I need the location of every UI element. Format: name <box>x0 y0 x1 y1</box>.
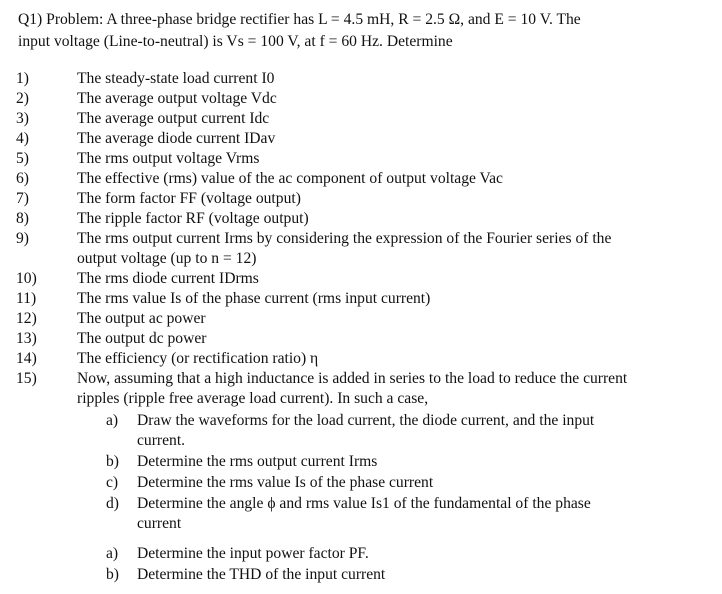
subquestion-text-continued: current. <box>137 432 186 449</box>
item-text: The average output voltage Vdc <box>77 90 277 107</box>
question-list <box>16 69 716 586</box>
subquestion-text: Determine the rms output current Irms <box>137 453 378 470</box>
item-number: 11) <box>16 290 37 307</box>
subquestion-text: Determine the rms value Is of the phase current <box>137 474 434 491</box>
question-item-10 <box>16 269 716 289</box>
subquestion-label: a) <box>106 545 119 562</box>
question-item-2 <box>16 89 716 109</box>
subquestion-text-continued: current <box>137 515 182 532</box>
item-number: 6) <box>16 170 29 187</box>
item-text: The steady-state load current I0 <box>77 70 275 87</box>
subquestion-text: Determine the angle ϕ and rms value Is1 of the fundamental of the phase <box>137 495 591 512</box>
problem-statement <box>18 9 718 53</box>
item-text: The output dc power <box>77 330 207 347</box>
subquestion-b <box>106 452 716 472</box>
item-text: The rms output current Irms by considering the expression of the Fourier series of the <box>77 230 612 247</box>
subquestion-d <box>106 494 716 534</box>
question-item-6 <box>16 169 716 189</box>
subquestion-c <box>106 473 716 493</box>
subquestion-a <box>106 411 716 451</box>
subquestion-text: Determine the input power factor PF. <box>137 545 369 562</box>
subquestion-text: Draw the waveforms for the load current, the diode current, and the input <box>137 412 595 429</box>
question-item-13 <box>16 329 716 349</box>
item-number: 13) <box>16 330 37 347</box>
question-item-12 <box>16 309 716 329</box>
item-text: The average diode current IDav <box>77 130 276 147</box>
item-number: 12) <box>16 310 37 327</box>
item-text-continued: output voltage (up to n = 12) <box>77 250 257 267</box>
subquestion-label: b) <box>106 566 119 583</box>
subquestion-label: b) <box>106 453 119 470</box>
item-text: The output ac power <box>77 310 206 327</box>
item-text: The form factor FF (voltage output) <box>77 190 301 207</box>
item-number: 15) <box>16 370 37 387</box>
item-number: 14) <box>16 350 37 367</box>
subquestion-a-second <box>106 544 716 564</box>
question-item-8 <box>16 209 716 229</box>
item-number: 4) <box>16 130 29 147</box>
subquestion-b-second <box>106 565 716 585</box>
item-number: 1) <box>16 70 29 87</box>
item-text: The rms output voltage Vrms <box>77 150 260 167</box>
item-text: The ripple factor RF (voltage output) <box>77 210 309 227</box>
question-item-5 <box>16 149 716 169</box>
item-number: 8) <box>16 210 29 227</box>
question-item-9 <box>16 229 716 269</box>
question-item-14 <box>16 349 716 369</box>
item-text-continued: ripples (ripple free average load current). In such a case, <box>77 390 429 407</box>
item-text: The rms value Is of the phase current (rms input current) <box>77 290 431 307</box>
item-number: 7) <box>16 190 29 207</box>
question-item-3 <box>16 109 716 129</box>
question-item-1 <box>16 69 716 89</box>
question-item-11 <box>16 289 716 309</box>
item-text: The rms diode current IDrms <box>77 270 259 287</box>
subquestion-list <box>106 411 716 585</box>
subquestion-label: d) <box>106 495 119 512</box>
subquestion-gap <box>106 535 716 544</box>
statement-line-2: input voltage (Line-to-neutral) is Vs = 100 V, at f = 60 Hz. Determine <box>18 33 453 50</box>
subquestion-label: a) <box>106 412 119 429</box>
item-text: The effective (rms) value of the ac component of output voltage Vac <box>77 170 503 187</box>
question-item-4 <box>16 129 716 149</box>
item-text: Now, assuming that a high inductance is added in series to the load to reduce the current <box>77 370 628 387</box>
item-number: 2) <box>16 90 29 107</box>
item-text: The efficiency (or rectification ratio) η <box>77 350 319 367</box>
item-text: The average output current Idc <box>77 110 270 127</box>
question-item-15 <box>16 369 716 409</box>
item-number: 3) <box>16 110 29 127</box>
question-item-7 <box>16 189 716 209</box>
subquestion-text: Determine the THD of the input current <box>137 566 386 583</box>
item-number: 5) <box>16 150 29 167</box>
subquestion-label: c) <box>106 474 119 491</box>
item-number: 9) <box>16 230 29 247</box>
statement-line-1: Q1) Problem: A three-phase bridge rectifier has L = 4.5 mH, R = 2.5 Ω, and E = 10 V. The <box>18 11 581 28</box>
item-number: 10) <box>16 270 37 287</box>
